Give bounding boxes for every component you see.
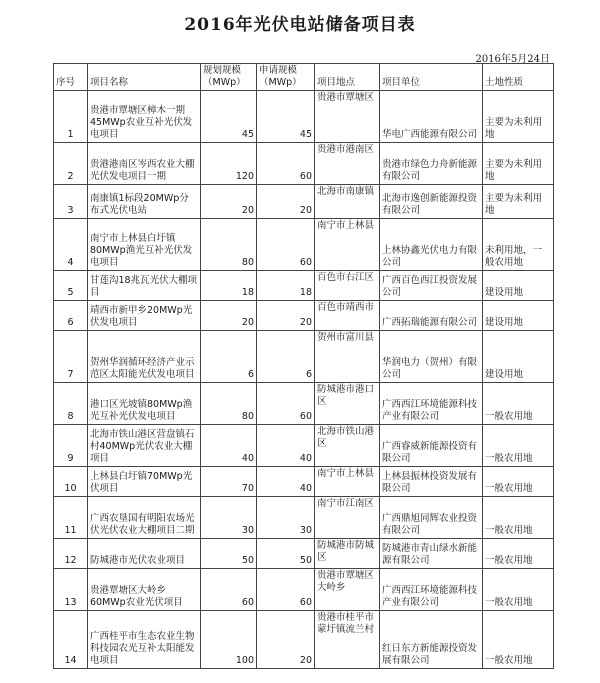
cell-name: 贵港港南区岑西农业大棚光伏发电项目一期: [88, 143, 201, 185]
cell-apply: 60: [257, 219, 315, 271]
cell-plan: 120: [201, 143, 257, 185]
cell-apply: 18: [257, 271, 315, 301]
cell-location: 贵港市覃塘区大岭乡: [315, 569, 380, 611]
cell-name: 甘莲沟18兆瓦光伏大棚项目: [88, 271, 201, 301]
table-row: [54, 185, 554, 219]
cell-land: 一般农用地: [483, 611, 554, 669]
cell-name: 南宁市上林县白圩镇80MWp渔光互补光伏发电项目: [88, 219, 201, 271]
cell-location: 南宁市上林县: [315, 467, 380, 497]
cell-land: 建设用地: [483, 271, 554, 301]
cell-name: 北海市铁山港区营盘镇石村40MWp光伏农业大棚项目: [88, 425, 201, 467]
header-plan: 规划规模（MWp）: [201, 64, 257, 91]
cell-land: 主要为未利用地: [483, 91, 554, 143]
cell-apply: 60: [257, 569, 315, 611]
cell-land: 一般农用地: [483, 467, 554, 497]
cell-plan: 70: [201, 467, 257, 497]
cell-land: 一般农用地: [483, 497, 554, 539]
header-apply: 申请规模（MWp）: [257, 64, 315, 91]
cell-unit: 广西鼎旭同辉农业投资有限公司: [380, 497, 483, 539]
cell-name: 上林县白圩镇70MWp光伏项目: [88, 467, 201, 497]
table-row: [54, 539, 554, 569]
document-date: 2016年5月24日: [475, 54, 550, 65]
header-seq: 序号: [54, 64, 88, 91]
cell-name: 靖西市新甲乡20MWp光伏发电项目: [88, 301, 201, 331]
cell-seq: 13: [54, 569, 88, 611]
cell-seq: 3: [54, 185, 88, 219]
cell-plan: 18: [201, 271, 257, 301]
cell-unit: 上林县振林投资发展有限公司: [380, 467, 483, 497]
cell-plan: 50: [201, 539, 257, 569]
cell-name: 港口区光坡镇80MWp渔光互补光伏发电项目: [88, 383, 201, 425]
cell-apply: 50: [257, 539, 315, 569]
cell-location: 北海市南康镇: [315, 185, 380, 219]
cell-plan: 80: [201, 219, 257, 271]
cell-plan: 20: [201, 301, 257, 331]
cell-location: 防城港市防城区: [315, 539, 380, 569]
table-row: [54, 301, 554, 331]
cell-unit: 广西拓瑞能源有限公司: [380, 301, 483, 331]
table-header-row: [54, 64, 554, 91]
table-row: [54, 383, 554, 425]
table-row: [54, 331, 554, 383]
cell-land: 建设用地: [483, 331, 554, 383]
header-location: 项目地点: [315, 64, 380, 91]
cell-unit: 华润电力（贺州）有限公司: [380, 331, 483, 383]
table-row: [54, 143, 554, 185]
cell-apply: 20: [257, 185, 315, 219]
cell-name: 广西农垦国有明阳农场光伏光伏农业大棚项目二期: [88, 497, 201, 539]
cell-seq: 14: [54, 611, 88, 669]
cell-plan: 30: [201, 497, 257, 539]
cell-seq: 8: [54, 383, 88, 425]
cell-location: 南宁市上林县: [315, 219, 380, 271]
cell-unit: 广西百色西江投资发展公司: [380, 271, 483, 301]
header-land: 土地性质: [483, 64, 554, 91]
cell-apply: 60: [257, 143, 315, 185]
cell-name: 防城港市光伏农业项目: [88, 539, 201, 569]
cell-plan: 6: [201, 331, 257, 383]
cell-seq: 11: [54, 497, 88, 539]
table-row: [54, 467, 554, 497]
cell-seq: 4: [54, 219, 88, 271]
cell-location: 贵港市覃塘区: [315, 91, 380, 143]
cell-plan: 100: [201, 611, 257, 669]
cell-location: 百色市右江区: [315, 271, 380, 301]
cell-plan: 45: [201, 91, 257, 143]
cell-unit: 广西西江环境能源科技产业有限公司: [380, 383, 483, 425]
table-row: [54, 497, 554, 539]
cell-plan: 60: [201, 569, 257, 611]
cell-unit: 广西睿威新能源投资有限公司: [380, 425, 483, 467]
cell-plan: 20: [201, 185, 257, 219]
cell-land: 未利用地，一般农用地: [483, 219, 554, 271]
project-table: [53, 63, 554, 669]
cell-unit: 红日东方新能源投资发展有限公司: [380, 611, 483, 669]
cell-seq: 2: [54, 143, 88, 185]
cell-location: 防城港市港口区: [315, 383, 380, 425]
cell-location: 北海市铁山港区: [315, 425, 380, 467]
table-row: [54, 271, 554, 301]
cell-plan: 80: [201, 383, 257, 425]
cell-seq: 5: [54, 271, 88, 301]
cell-seq: 6: [54, 301, 88, 331]
cell-unit: 贵港市绿色力舟新能源有限公司: [380, 143, 483, 185]
cell-unit: 华电广西能源有限公司: [380, 91, 483, 143]
cell-land: 建设用地: [483, 301, 554, 331]
cell-unit: 北海市逸创新能源投资有限公司: [380, 185, 483, 219]
cell-unit: 防城港市青山绿水新能源有限公司: [380, 539, 483, 569]
header-unit: 项目单位: [380, 64, 483, 91]
cell-apply: 40: [257, 467, 315, 497]
table-row: [54, 425, 554, 467]
cell-apply: 40: [257, 425, 315, 467]
cell-apply: 20: [257, 301, 315, 331]
cell-apply: 20: [257, 611, 315, 669]
table-row: [54, 569, 554, 611]
cell-land: 主要为未利用地: [483, 143, 554, 185]
table-row: [54, 611, 554, 669]
cell-land: 一般农用地: [483, 383, 554, 425]
cell-name: 南康镇1标段20MWp分布式光伏电站: [88, 185, 201, 219]
cell-name: 贵港市覃塘区樟木一期45MWp农业互补光伏发电项目: [88, 91, 201, 143]
cell-name: 贺州华润循环经济产业示范区太阳能光伏发电项目: [88, 331, 201, 383]
cell-unit: 广西西江环境能源科技产业有限公司: [380, 569, 483, 611]
cell-seq: 1: [54, 91, 88, 143]
cell-plan: 40: [201, 425, 257, 467]
cell-seq: 9: [54, 425, 88, 467]
cell-apply: 6: [257, 331, 315, 383]
cell-name: 贵港覃塘区大岭乡60MWp农业光伏项目: [88, 569, 201, 611]
cell-apply: 30: [257, 497, 315, 539]
cell-apply: 60: [257, 383, 315, 425]
cell-land: 一般农用地: [483, 539, 554, 569]
cell-location: 贺州市富川县: [315, 331, 380, 383]
cell-apply: 45: [257, 91, 315, 143]
cell-location: 贵港市桂平市蒙圩镇流兰村: [315, 611, 380, 669]
cell-seq: 7: [54, 331, 88, 383]
cell-unit: 上林协鑫光伏电力有限公司: [380, 219, 483, 271]
cell-land: 一般农用地: [483, 569, 554, 611]
cell-name: 广西桂平市生态农业生物科技园农光互补太阳能发电项目: [88, 611, 201, 669]
table-row: [54, 219, 554, 271]
cell-land: 一般农用地: [483, 425, 554, 467]
header-name: 项目名称: [88, 64, 201, 91]
cell-seq: 12: [54, 539, 88, 569]
cell-location: 南宁市江南区: [315, 497, 380, 539]
cell-location: 百色市靖西市: [315, 301, 380, 331]
cell-land: 主要为未利用地: [483, 185, 554, 219]
table-row: [54, 91, 554, 143]
page-title: 2016年光伏电站储备项目表: [184, 15, 416, 35]
cell-seq: 10: [54, 467, 88, 497]
cell-location: 贵港市港南区: [315, 143, 380, 185]
